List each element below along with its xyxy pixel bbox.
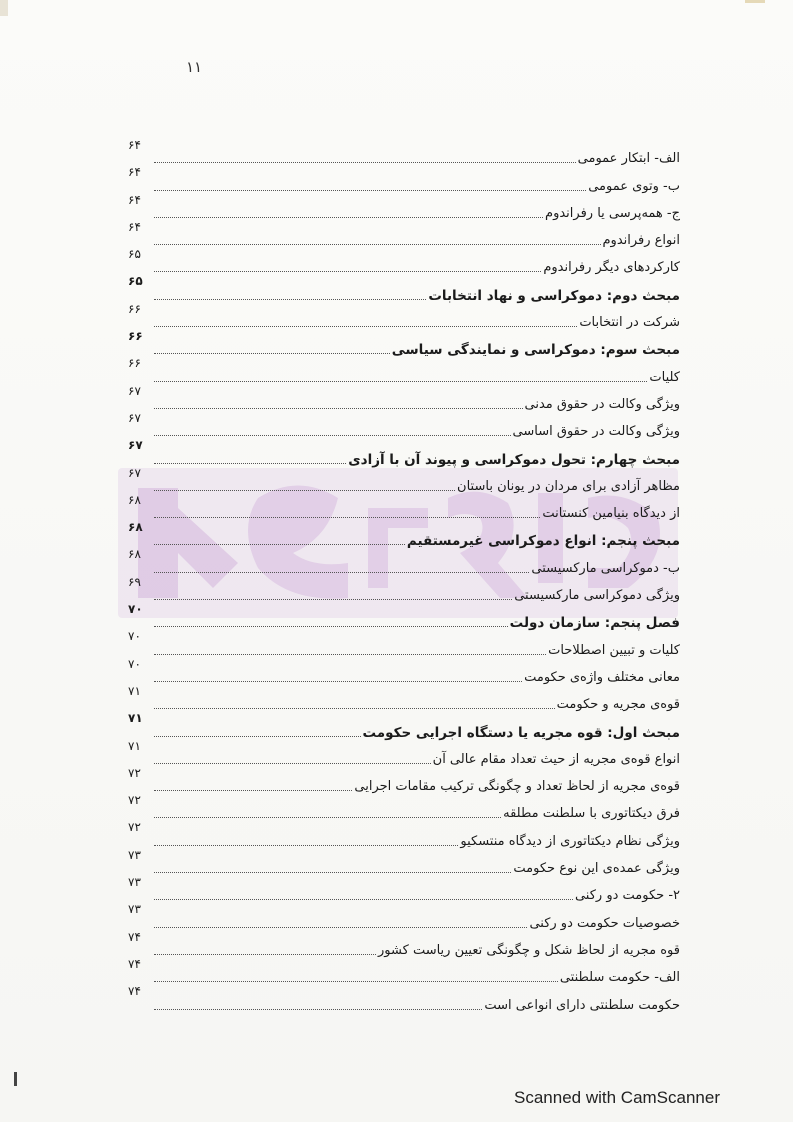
toc-entry-title: الف- حکومت سلطنتی: [559, 970, 680, 986]
toc-entry-title: ویژگی وکالت در حقوق اساسی: [512, 424, 680, 440]
toc-entry-page: ۶۷: [128, 383, 141, 398]
toc-entry-title: قوه مجریه از لحاظ شکل و چگونگی تعیین ریاست کشور: [378, 942, 680, 958]
toc-entry-title: از دیدگاه بنیامین کنستانت: [542, 506, 680, 522]
toc-entry-title: شرکت در انتخابات: [579, 315, 680, 331]
dot-leader: [154, 680, 522, 682]
dot-leader: [154, 352, 390, 354]
toc-entry-page: ۶۷: [128, 438, 143, 453]
toc-entry: [128, 929, 680, 959]
toc-entry: [128, 795, 680, 822]
dot-leader: [154, 189, 586, 191]
toc-entry-page: ۷۱: [128, 711, 143, 726]
dot-leader: [154, 816, 501, 818]
toc-entry: [128, 249, 680, 276]
toc-entry: [128, 440, 680, 467]
toc-entry-title: فرق دیکتاتوری با سلطنت مطلقه: [503, 806, 680, 822]
toc-entry-page: ۶۷: [128, 465, 141, 480]
toc-entry-title: معانی مختلف واژه‌ی حکومت: [524, 669, 680, 685]
toc-entry-title: مبحث پنجم: انواع دموکراسی غیرمستقیم: [406, 533, 680, 550]
toc-entry-page: ۷۱: [128, 683, 141, 698]
toc-entry-title: فصل پنجم: سازمان دولت: [509, 615, 680, 632]
dot-leader: [154, 243, 601, 245]
toc-entry-page: ۶۵: [128, 247, 141, 262]
toc-entry: [128, 822, 680, 849]
toc-entry: [128, 956, 680, 986]
toc-entry-title: مبحث چهارم: تحول دموکراسی و پیوند آن با آزادی: [348, 451, 680, 468]
toc-entry-page: ۷۲: [128, 765, 141, 780]
scanner-footer: Scanned with CamScanner: [514, 1088, 721, 1107]
toc-entry-title: کلیات: [649, 369, 680, 385]
toc-entry: [128, 765, 680, 795]
toc-entry: [128, 140, 680, 167]
dot-leader: [154, 926, 527, 928]
page-marker: ۱۱: [186, 58, 203, 76]
dot-leader: [154, 270, 541, 272]
toc-entry-page: ۶۸: [128, 520, 143, 535]
dot-leader: [154, 407, 523, 409]
toc-entry-page: ۶۸: [128, 547, 141, 562]
toc-entry-title: مبحث سوم: دموکراسی و نمایندگی سیاسی: [391, 342, 680, 359]
toc-entry-title: حکومت سلطنتی دارای انواعی است: [484, 997, 680, 1013]
toc-entry-title: ویژگی نظام دیکتاتوری از دیدگاه منتسکیو: [460, 833, 680, 849]
toc-entry: [128, 492, 680, 522]
toc-entry-page: ۷۰: [128, 629, 141, 644]
toc-entry-page: ۶۶: [128, 329, 143, 344]
toc-entry-page: ۶۶: [128, 301, 141, 316]
toc-entry-title: قوه‌ی مجریه و حکومت: [556, 697, 680, 713]
dot-leader: [154, 571, 529, 573]
toc-entry: [128, 465, 680, 495]
dot-leader: [154, 1008, 482, 1010]
toc-entry-title: خصوصیات حکومت دو رکنی: [529, 915, 680, 931]
dot-leader: [154, 735, 361, 737]
toc-entry-page: ۷۲: [128, 793, 141, 808]
toc-entry: [128, 877, 680, 904]
dot-leader: [154, 789, 352, 791]
dot-leader: [154, 598, 512, 600]
toc-entry-page: ۷۰: [128, 656, 141, 671]
toc-entry: [128, 358, 680, 385]
toc-entry: [128, 631, 680, 658]
toc-entry-title: ب- وتوی عمومی: [588, 178, 680, 194]
toc-entry: [128, 713, 680, 740]
dot-leader: [154, 653, 546, 655]
toc-entry: [128, 167, 680, 194]
table-of-contents: [128, 140, 680, 1014]
dot-leader: [154, 871, 511, 873]
toc-entry-page: ۶۴: [128, 219, 141, 234]
toc-entry-title: ب- دموکراسی مارکسیستی: [531, 560, 680, 576]
dot-leader: [154, 325, 577, 327]
toc-entry: [128, 904, 680, 931]
dot-leader: [154, 625, 508, 627]
dot-leader: [154, 844, 458, 846]
dot-leader: [154, 707, 555, 709]
toc-entry-title: مبحث دوم: دموکراسی و نهاد انتخابات: [428, 287, 680, 304]
toc-entry: [128, 604, 680, 631]
scan-edge: [0, 0, 8, 16]
toc-entry: [128, 192, 680, 222]
dot-leader: [154, 762, 431, 764]
dot-leader: [154, 489, 455, 491]
toc-entry-title: انواع رفراندوم: [602, 233, 680, 249]
toc-entry-title: قوه‌ی مجریه از لحاظ تعداد و چگونگی ترکیب مقامات اجرایی: [354, 779, 680, 795]
toc-entry: [128, 301, 680, 331]
toc-entry-title: الف- ابتکار عمومی: [577, 151, 680, 167]
toc-entry-page: ۷۳: [128, 847, 141, 862]
toc-entry-title: ویژگی عمده‌ی این نوع حکومت: [513, 861, 680, 877]
dot-leader: [154, 980, 558, 982]
toc-entry: [128, 986, 680, 1013]
toc-entry-title: انواع قوه‌ی مجریه از حیث تعداد مقام عالی آن: [432, 751, 680, 767]
toc-entry-page: ۶۷: [128, 410, 141, 425]
toc-entry-page: ۷۳: [128, 902, 141, 917]
toc-entry-page: ۷۴: [128, 984, 141, 999]
toc-entry-page: ۶۴: [128, 138, 141, 152]
scan-edge: [745, 0, 765, 3]
dot-leader: [154, 434, 511, 436]
dot-leader: [154, 298, 426, 300]
toc-entry: [128, 331, 680, 358]
dot-leader: [154, 543, 405, 545]
toc-entry-page: ۶۴: [128, 192, 141, 207]
toc-entry: [128, 738, 680, 768]
toc-entry-title: مبحث اول: قوه مجریه یا دستگاه اجرایی حکومت: [362, 724, 680, 741]
dot-leader: [154, 462, 346, 464]
toc-entry-page: ۷۰: [128, 602, 143, 617]
toc-entry-title: کارکردهای دیگر رفراندوم: [543, 260, 680, 276]
toc-entry: [128, 383, 680, 413]
toc-entry: [128, 549, 680, 576]
toc-entry: [128, 522, 680, 549]
dot-leader: [154, 380, 647, 382]
dot-leader: [154, 216, 543, 218]
dot-leader: [154, 953, 376, 955]
dot-leader: [154, 898, 573, 900]
toc-entry: [128, 276, 680, 303]
toc-entry-title: کلیات و تبیین اصطلاحات: [548, 642, 680, 658]
toc-entry-title: ویژگی وکالت در حقوق مدنی: [524, 396, 680, 412]
toc-entry-title: ویژگی دموکراسی مارکسیستی: [514, 588, 680, 604]
toc-entry-page: ۶۴: [128, 165, 141, 180]
toc-entry-title: ج- همه‌پرسی یا رفراندوم: [545, 205, 680, 221]
toc-entry-title: ۲- حکومت دو رکنی: [574, 888, 680, 904]
toc-entry: [128, 219, 680, 249]
dot-leader: [154, 161, 576, 163]
dot-leader: [154, 516, 540, 518]
toc-entry-page: ۶۶: [128, 356, 141, 371]
toc-entry-page: ۶۸: [128, 492, 141, 507]
toc-entry: [128, 683, 680, 713]
toc-entry-page: ۶۵: [128, 274, 143, 289]
toc-entry-page: ۶۹: [128, 574, 141, 589]
toc-entry: [128, 656, 680, 686]
toc-entry-page: ۷۱: [128, 738, 141, 753]
toc-entry: [128, 574, 680, 604]
toc-entry-page: ۷۴: [128, 956, 141, 971]
toc-entry: [128, 847, 680, 877]
scan-mark: [14, 1072, 17, 1086]
toc-entry: [128, 410, 680, 440]
toc-entry-title: مظاهر آزادی برای مردان در یونان باستان: [457, 478, 680, 494]
toc-entry-page: ۷۲: [128, 820, 141, 835]
toc-entry-page: ۷۳: [128, 875, 141, 890]
toc-entry-page: ۷۴: [128, 929, 141, 944]
